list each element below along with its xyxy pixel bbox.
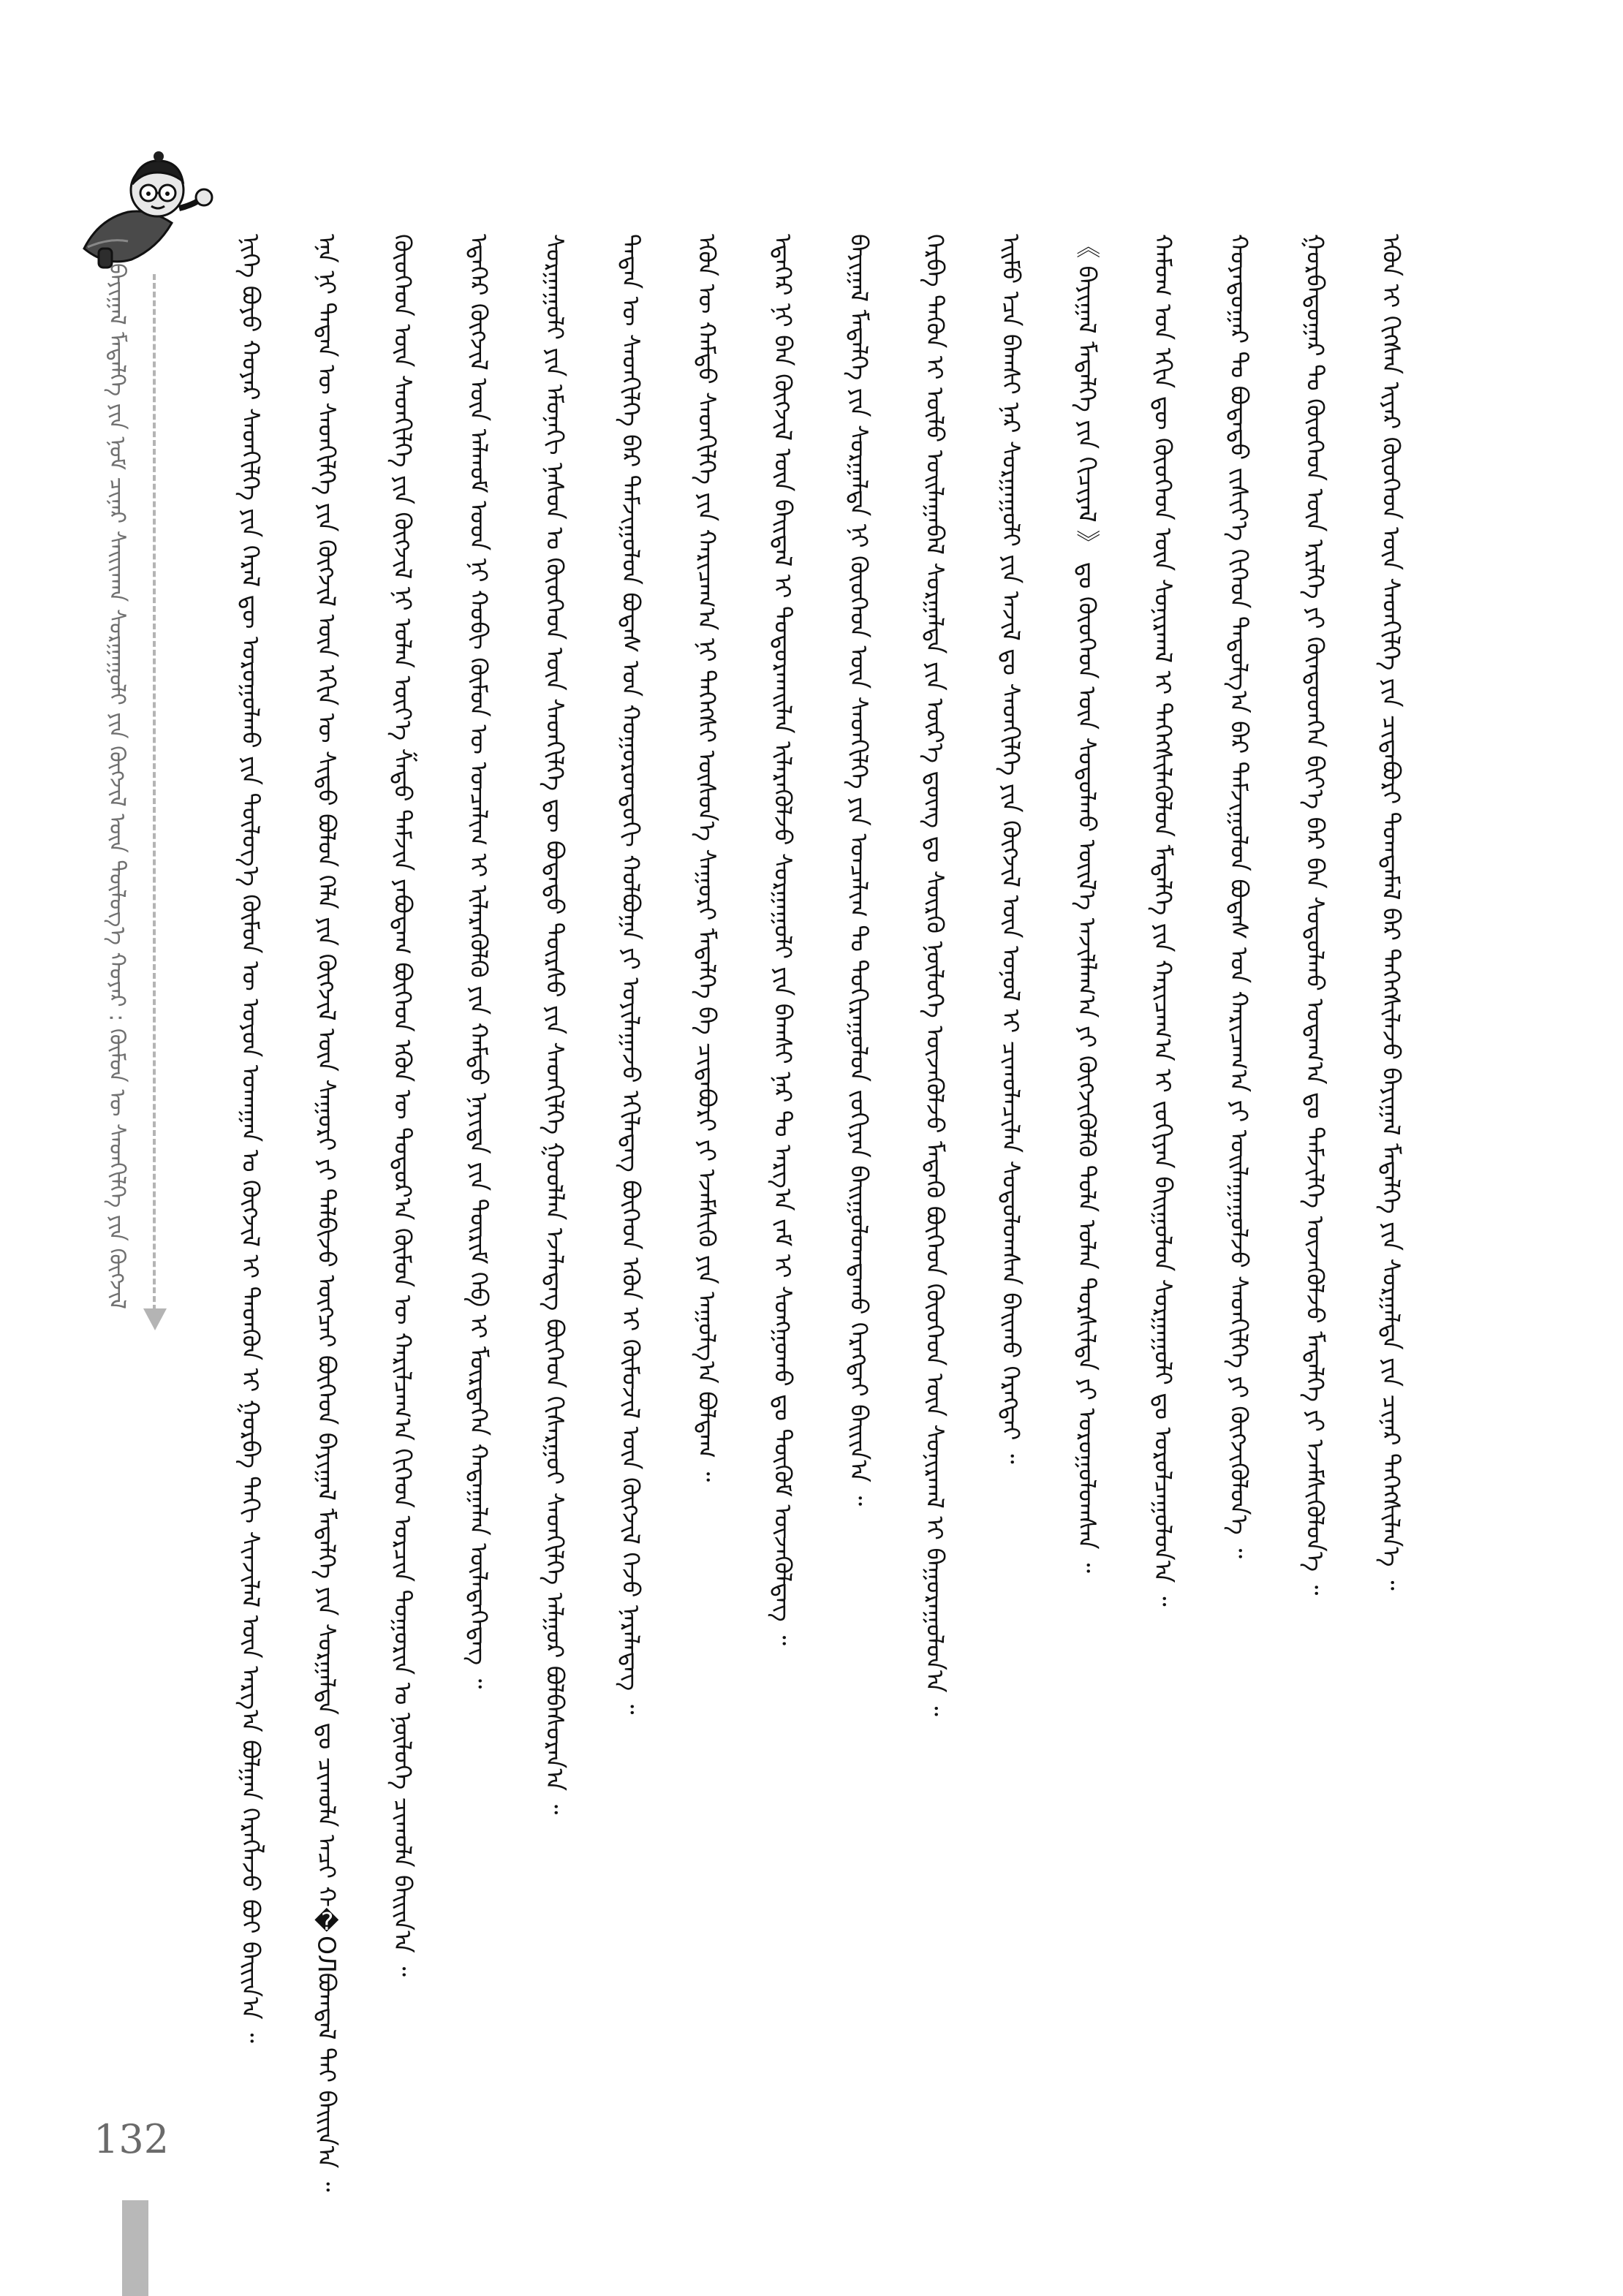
text-column — [1291, 234, 1338, 2105]
text-line: ᠭᠤᠷᠪᠠᠳᠤᠭᠠᠷ ᠲᠤ ᠬᠦᠦᠬᠡᠳ ᠦᠨ ᠡᠷᠢᠯᠬᠡ ᠶᠢ ᠬᠦᠨᠳᠦᠳᠬᠡᠨ ᠪᠢᠶ᠎ᠡ ᠪᠡᠷ ᠪᠡᠨ ᠰᠤᠳᠤᠯᠬᠤ ᠤᠳᠠᠭ᠎ᠠ ᠳᠤ ᠳᠡᠮᠵᠢᠯᠭᠡ ᠦᠵᠡᠭᠦᠯᠵᠦ ᠮᠡᠳᠡᠯᠭᠡ ᠶᠢ ᠡᠵᠡᠮᠰᠢᠭᠦᠯᠦᠨ᠎ᠡ ᠃ — [1301, 234, 1330, 1596]
text-line: ᠬᠣᠶᠠᠳᠤᠭᠠᠷ ᠲᠤ ᠪᠣᠳᠠᠲᠤ ᠵᠢᠱᠢᠶ᠎ᠡ ᠬᠢᠭᠡᠳ ᠳᠠᠳᠤᠯᠭ᠎ᠠ ᠪᠡᠷ ᠳᠠᠮᠵᠢᠭᠤᠯᠤᠨ ᠪᠣᠳᠠᠰ ᠤᠨ ᠬᠠᠷᠢᠴᠠᠭ᠎ᠠ ᠶᠢ ᠤᠢᠯᠠᠭᠠᠭᠤᠯᠵᠤ ᠰᠡᠳᠬᠢᠯᠭᠡ ᠶᠢ ᠬᠥᠭᠵᠢᠭᠦᠯᠦᠨ᠎ᠡ ᠃ — [1225, 234, 1254, 1558]
text-line: ᠡᠳᠡᠭᠡᠷ ᠬᠥᠭᠵᠢᠯ ᠦᠨ ᠠᠯᠬᠤᠮ ᠤᠳ ᠨᠢ ᠬᠤᠪᠢ ᠬᠦᠮᠦᠨ ᠦ ᠣᠨᠴᠠᠯᠢᠭ ᠢ ᠢᠯᠡᠷᠡᠭᠦᠯᠬᠦ ᠶᠢᠨ ᠬᠠᠮᠲᠤ ᠨᠡᠶᠢᠲᠡ ᠶᠢᠨ ᠳᠦᠷᠢᠮ ᠬᠡᠪ ᠢ ᠮᠥᠷᠲᠡᠭᠡᠨ ᠬᠠᠳᠠᠭᠠᠯᠠᠨ ᠦᠯᠡᠳᠡᠭᠡᠳᠡᠭ ᠃ — [464, 234, 493, 1689]
text-line: ᠬᠦᠦᠬᠡᠳ ᠦᠨ ᠰᠡᠳᠬᠢᠯᠭᠡ ᠶᠢᠨ ᠬᠥᠭᠵᠢᠯ ᠨᠢ ᠣᠯᠠᠨ ᠦᠶ᠎ᠡ ᠱᠠᠲᠤ ᠳᠠᠮᠵᠢᠨ ᠶᠠᠪᠤᠳᠠᠭ ᠪᠥᠭᠡᠳ ᠡᠭᠦᠨ ᠦ ᠳᠣᠲᠣᠷ᠎ᠠ ᠬᠦᠮᠦᠨ ᠦ ᠬᠠᠷᠢᠯᠴᠠᠭ᠎ᠠ ᠬᠢᠬᠡᠳ ᠣᠷᠴᠢᠨ ᠲᠣᠭᠣᠷᠢᠨ ᠤ ᠨᠥᠯᠥᠭᠡ ᠴᠢᠬᠤᠯᠠ ᠪᠠᠢᠢᠨ᠎ᠠ ᠃ — [388, 234, 417, 1977]
text-column — [911, 234, 958, 2105]
text-line: ᠡᠳᠡᠭᠡᠷ ᠨᠢ ᠪᠡᠨ ᠬᠥᠭᠵᠢᠯ ᠦᠨ ᠪᠠᠢᠳᠠᠯ ᠢ ᠲᠣᠳᠣᠷᠬᠠᠢᠯᠠᠨ ᠢᠯᠡᠷᠡᠭᠦᠯᠵᠦ ᠰᠤᠷᠭᠠᠭᠤᠯᠢ ᠶᠢᠨ ᠪᠠᠭᠰᠢ ᠨᠠᠷ ᠲᠤ ᠠᠷᠭ᠎ᠠ ᠵᠠᠮ ᠢ ᠰᠣᠩᠭᠣᠬᠤ ᠳᠤ ᠳᠥᠬᠦᠮ ᠦᠵᠡᠭᠦᠯᠳᠡᠭ ᠃ — [768, 234, 798, 1645]
text-line: ᠬᠡᠷᠪᠡ ᠲᠡᠭᠦᠨ ᠢ ᠦᠯᠦ ᠣᠢᠯᠠᠭᠠᠪᠠᠯ ᠰᠤᠷᠭᠠᠯᠲᠠ ᠶᠢᠨ ᠦᠷ᠎ᠡ ᠳ᠋ᠦᠩ ᠳᠤ ᠰᠥᠷᠭᠦ ᠨᠥᠯᠥᠭᠡ ᠦᠵᠡᠭᠦᠯᠵᠦ ᠮᠡᠳᠡᠬᠦ ᠪᠥᠭᠡᠳ ᠬᠦᠦᠬᠡᠳ ᠦᠨ ᠰᠣᠨᠢᠷᠬᠠᠯ ᠢ ᠪᠠᠭᠤᠷᠠᠭᠤᠯᠤᠨ᠎ᠠ ᠃ — [920, 234, 950, 1716]
text-line: ᠰᠤᠷᠭᠠᠭᠤᠯᠢ ᠶᠢᠨ ᠡᠮᠦᠨᠡᠬᠢ ᠨᠠᠰᠤᠨ ᠤ ᠬᠦᠦᠬᠡᠳ ᠦᠨ ᠰᠡᠳᠬᠢᠯᠭᠡ ᠳᠦ ᠪᠣᠳᠠᠲᠤ ᠳᠦᠷᠰᠦ ᠶᠢᠨ ᠰᠡᠳᠬᠢᠯᠭᠡ ᠭᠣᠣᠯᠯᠠᠨ ᠡᠵᠡᠯᠡᠳᠡᠭ ᠪᠥᠭᠡᠳ ᠬᠢᠰᠠᠷᠭᠤᠢ ᠰᠡᠳᠬᠢᠯᠭᠡ ᠠᠯᠭᠤᠷ ᠪᠣᠯᠪᠠᠰᠤᠷᠠᠨ᠎ᠠ ᠃ — [540, 234, 570, 1815]
text-column — [759, 234, 806, 2105]
page-number: 132 — [94, 2116, 170, 2162]
running-header-text: ᠪᠠᠶᠢᠭᠠᠯ ᠮᠡᠳᠡᠯᠭᠡ ᠶᠢᠨ ᠨᠣᠮ ᠴᠢᠨᠠᠷ ᠰᠠᠢᠢᠬᠠᠨ ᠰᠤᠷᠭᠠᠭᠤᠯᠢ ᠶᠢᠨ ᠬᠥᠭᠵᠢᠯ ᠦᠨ ᠲᠥᠯᠥᠭ᠎ᠡ ᠬᠣᠶᠠᠷ : ᠬᠦᠮᠦᠨ ᠦ ᠰᠡᠳᠬᠢᠯᠭᠡ ᠶᠢᠨ ᠬᠥᠭᠵᠢᠯ — [104, 263, 130, 1310]
text-column — [1215, 234, 1262, 2105]
text-line: ᠪᠠᠶᠢᠭᠠᠯ ᠮᠡᠳᠡᠯᠭᠡ ᠶᠢᠨ ᠰᠤᠷᠭᠠᠯᠲᠠ ᠨᠢ ᠬᠦᠦᠬᠡᠳ ᠦᠨ ᠰᠡᠳᠬᠢᠯᠭᠡ ᠶᠢᠨ ᠣᠨᠴᠠᠯᠢᠭ ᠲᠤ ᠲᠣᠬᠢᠷᠠᠭᠤᠯᠤᠨ ᠵᠣᠬᠢᠶᠠᠨ ᠪᠠᠢᠭᠤᠯᠤᠭᠳᠠᠬᠤ ᠬᠡᠷᠡᠭᠲᠡᠢ ᠪᠠᠢᠢᠨ᠎ᠠ ᠃ — [844, 234, 874, 1507]
text-column — [455, 234, 502, 2105]
dashed-guide-line — [153, 274, 156, 1319]
text-line: ᠲᠡᠳᠡᠨ ᠦ ᠰᠡᠳᠬᠢᠯᠭᠡ ᠪᠡᠷ ᠳᠠᠮᠵᠢᠭᠤᠯᠤᠨ ᠪᠣᠳᠠᠰ ᠤᠨ ᠬᠣᠭᠣᠷᠣᠨᠳᠤᠬᠢ ᠬᠣᠯᠪᠣᠭᠠ ᠶᠢ ᠣᠶᠢᠯᠠᠭᠠᠵᠤ ᠡᠬᠢᠯᠡᠳᠡᠭ ᠪᠥᠭᠡᠳ ᠡᠭᠦᠨ ᠢ ᠬᠦᠮᠦᠵᠢᠯ ᠦᠨ ᠬᠥᠭᠵᠢᠯ ᠭᠡᠵᠦ ᠨᠡᠷᠡᠯᠡᠳᠡᠭ ᠃ — [616, 234, 646, 1715]
text-column — [835, 234, 882, 2105]
text-line: ᠨᠢᠭᠡ ᠪᠤᠶᠤ ᠬᠣᠶᠠᠷ ᠰᠡᠳᠬᠢᠯᠭᠡ ᠶᠢᠨ ᠭᠡᠷᠡᠯ ᠳᠦ ᠣᠷᠤᠭᠤᠯᠬᠤ ᠶᠢᠨ ᠲᠥᠯᠥᠭ᠎ᠡ ᠬᠦᠮᠦᠨ ᠦ ᠣᠶᠤᠨ ᠤᠬᠠᠭᠠᠨ ᠤ ᠬᠥᠭᠵᠢᠯ ᠢ ᠲᠡᠳᠭᠦᠨ ᠢ ᠭᠤᠷᠪᠠ ᠳᠠᠬᠢ ᠰᠢᠨᠵᠢᠯᠡᠯ ᠦᠨ ᠠᠷᠭ᠎ᠠ ᠪᠣᠯᠭᠠᠨ ᠬᠡᠷᠡᠭᠯᠡᠵᠦ ᠪᠣᠢ ᠪᠠᠢᠢᠨ᠎ᠠ ᠃ — [236, 234, 265, 2043]
footer-bar — [122, 2200, 148, 2296]
text-line: ᠡᠢᠮᠦ ᠡᠴᠡ ᠪᠠᠭᠰᠢ ᠨᠠᠷ ᠰᠤᠷᠭᠠᠭᠤᠯᠢ ᠶᠢᠨ ᠠᠵᠢᠯ ᠳᠤ ᠰᠡᠳᠬᠢᠯᠭᠡ ᠶᠢᠨ ᠬᠥᠭᠵᠢᠯ ᠦᠨ ᠣᠨᠣᠯ ᠢ ᠴᠢᠬᠤᠯᠠᠴᠢᠯᠠᠨ ᠰᠤᠳᠤᠯᠤᠭᠰᠠᠨ ᠪᠠᠢᠬᠤ ᠬᠡᠷᠡᠭᠲᠡᠢ ᠃ — [996, 234, 1026, 1464]
text-column — [227, 234, 273, 2105]
text-column — [1139, 234, 1186, 2105]
text-column — [987, 234, 1034, 2105]
mascot-illustration — [69, 139, 223, 278]
text-column — [531, 234, 578, 2105]
text-column — [1063, 234, 1110, 2105]
text-line: 《 ᠪᠠᠶᠢᠭᠠᠯ ᠮᠡᠳᠡᠯᠭᠡ ᠶᠢᠨ ᠬᠢᠴᠢᠶᠡᠯ 》 ᠳᠤ ᠬᠦᠦᠬᠡᠳ ᠦᠨ ᠰᠤᠳᠤᠯᠬᠤ ᠦᠢᠯ᠎ᠡ ᠠᠵᠢᠯᠯᠠᠭ᠎ᠠ ᠶᠢ ᠬᠥᠭᠵᠢᠭᠦᠯᠬᠦ ᠲᠤᠯᠠ ᠣᠯᠠᠨ ᠲᠤᠷᠰᠢᠯᠲᠠ ᠶᠢ ᠣᠷᠣᠭᠤᠯᠤᠭᠰᠠᠨ ᠃ — [1072, 234, 1102, 1573]
text-column — [607, 234, 654, 2105]
text-column — [379, 234, 425, 2105]
body-text — [227, 234, 1440, 2192]
text-line: ᠡᠭᠦᠨ ᠢ ᠬᠢᠭᠰᠡᠨ ᠢᠶᠡᠷ ᠬᠦᠦᠬᠡᠳ ᠦᠨ ᠰᠡᠳᠬᠢᠯᠭᠡ ᠶᠢᠨ ᠴᠢᠳᠠᠪᠤᠷᠢ ᠲᠣᠭᠲᠠᠮᠠᠯ ᠪᠠᠷ ᠳᠡᠭᠡᠭᠰᠢᠯᠡᠵᠦ ᠪᠠᠶᠢᠭᠠᠯ ᠮᠡᠳᠡᠯᠭᠡ ᠶᠢᠨ ᠰᠤᠷᠭᠠᠯᠲᠠ ᠶᠢᠨ ᠴᠢᠨᠠᠷ ᠳᠡᠭᠡᠭᠰᠢᠯᠡᠨ᠎ᠡ ᠃ — [1377, 234, 1406, 1591]
text-line: ᠡᠭᠦᠨ ᠦ ᠬᠠᠮᠲᠤ ᠰᠡᠳᠬᠢᠯᠭᠡ ᠶᠢᠨ ᠬᠠᠷᠢᠴᠠᠭ᠎ᠠ ᠨᠢ ᠳᠡᠭᠡᠭᠰᠢ ᠥᠰᠦᠨ᠎ᠡ ᠰᠠᠭᠤᠷᠢ ᠮᠡᠳᠡᠯᠭᠡ ᠪᠠ ᠴᠢᠳᠠᠪᠤᠷᠢ ᠶᠢ ᠡᠵᠡᠮᠰᠢᠬᠦ ᠶᠢᠨ ᠠᠭᠤᠯᠭ᠎ᠠ ᠪᠣᠯᠳᠠᠭ ᠃ — [692, 234, 722, 1482]
text-column — [303, 234, 349, 2192]
text-line: ᠬᠠᠮᠤᠭ ᠤᠨ ᠡᠬᠢᠨ ᠳᠦ ᠬᠦᠦᠬᠡᠳ ᠦᠨ ᠰᠣᠨᠢᠷᠬᠠᠯ ᠢ ᠳᠡᠭᠡᠭᠰᠢᠯᠡᠭᠦᠯᠦᠨ ᠮᠡᠳᠡᠯᠭᠡ ᠶᠢᠨ ᠬᠠᠷᠢᠴᠠᠭ᠎ᠠ ᠢ ᠵᠣᠬᠢᠶᠠᠨ ᠪᠠᠢᠭᠤᠯᠤᠨ ᠰᠤᠷᠭᠠᠭᠤᠯᠢ ᠳᠤ ᠣᠷᠣᠯᠴᠠᠭᠤᠯᠤᠨ᠎ᠠ ᠃ — [1149, 234, 1178, 1607]
text-column — [683, 234, 730, 2105]
running-header — [88, 263, 146, 1330]
arrow-down-icon — [143, 1308, 167, 1330]
text-column — [1367, 234, 1414, 2105]
text-line: ᠡᠨᠡ ᠨᠢ ᠲᠡᠳᠡᠨ ᠦ ᠰᠡᠳᠬᠢᠯᠭᠡ ᠶᠢᠨ ᠬᠥᠭᠵᠢᠯ ᠦᠨ ᠡᠬᠢᠨ ᠦ ᠰᠢᠲᠦ ᠪᠤᠯᠤᠨ ᠬᠡᠯᠡ ᠶᠢᠨ ᠬᠥᠭᠵᠢᠯ ᠦᠨ ᠰᠠᠭᠤᠷᠢ ᠶᠢ ᠲᠠᠯᠪᠢᠵᠤ ᠥᠭᠴᠡᠢ ᠪᠥᠭᠡᠳ ᠪᠠᠶᠢᠭᠠᠯ ᠮᠡᠳᠡᠯᠭᠡ ᠶᠢᠨ ᠰᠤᠷᠭᠠᠯᠲᠠ ᠳᠤ ᠴᠢᠬᠤᠯᠠ ᠠᠴᠢ ᠬ�ОЛᠪᠤᠭᠳᠠᠯ ᠲᠠᠢ ᠪᠠᠢᠢᠨ᠎ᠠ ᠃ — [312, 234, 341, 2192]
